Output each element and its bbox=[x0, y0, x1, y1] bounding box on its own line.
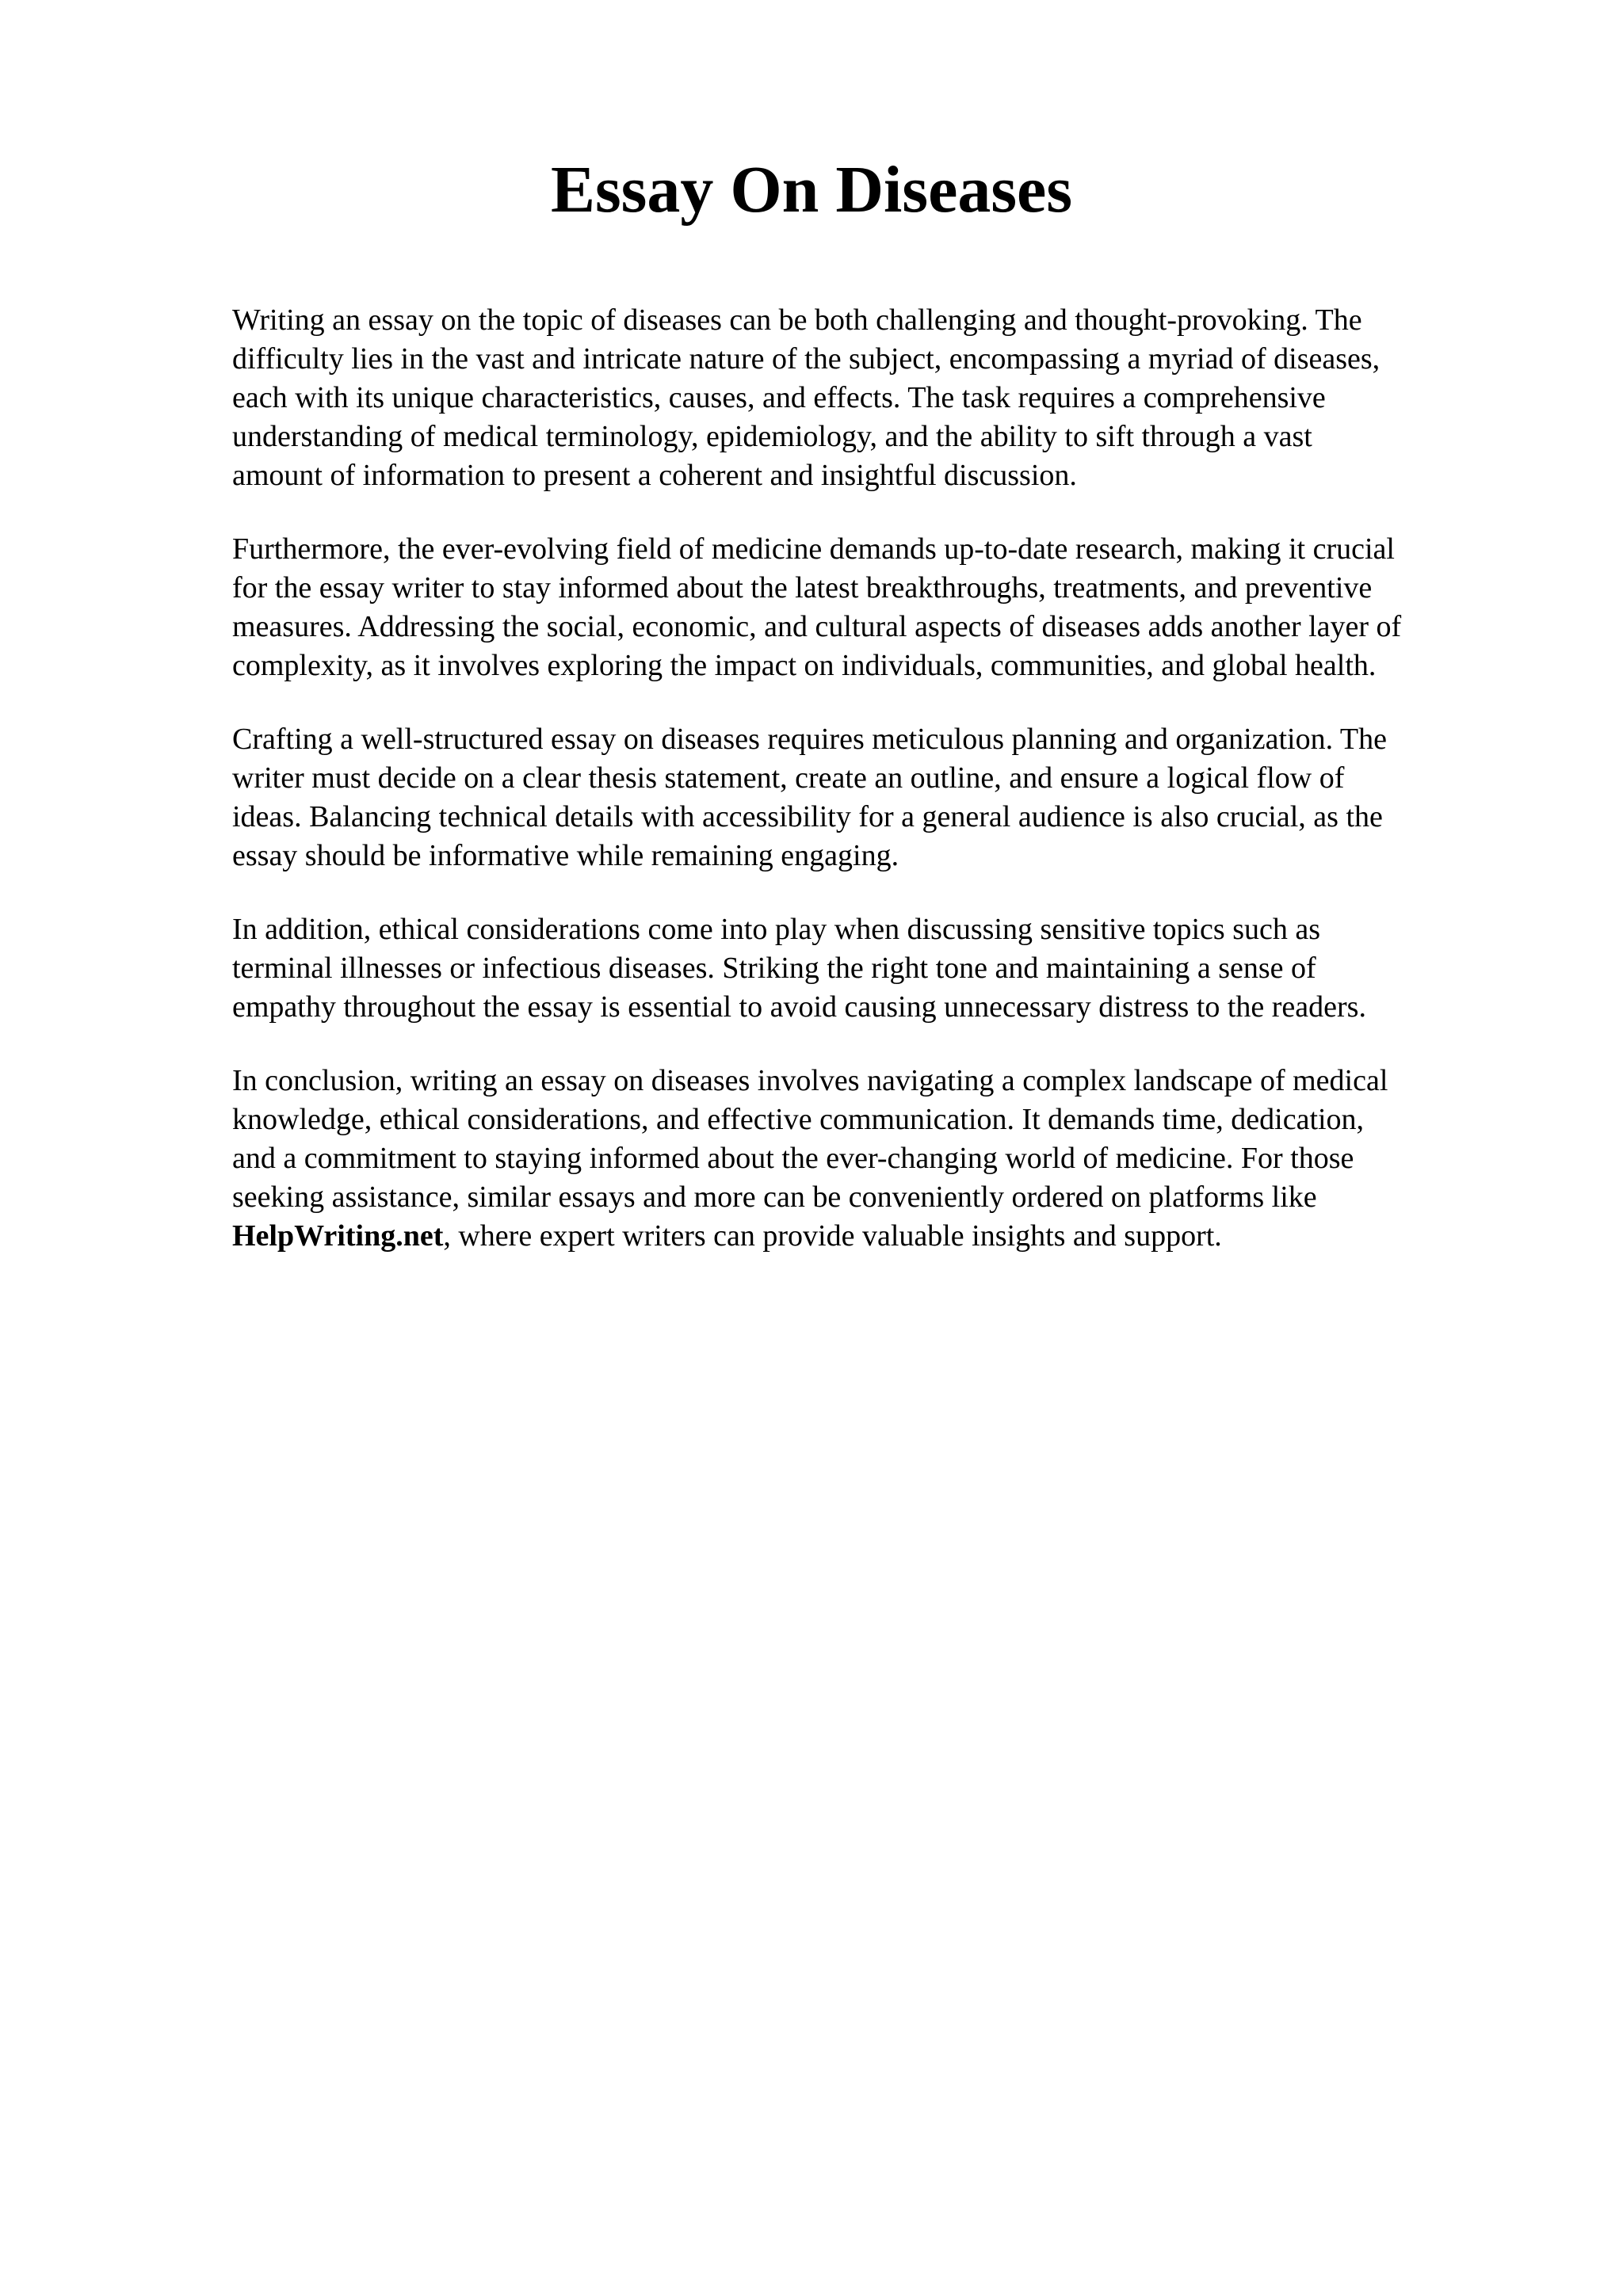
text-line: Furthermore, the ever-evolving field of medicine demands up-to-date research, making it crucial bbox=[232, 532, 1395, 566]
text-line: amount of information to present a coherent and insightful discussion. bbox=[232, 459, 1077, 492]
text-line: for the essay writer to stay informed about the latest breakthroughs, treatments, and preventive bbox=[232, 571, 1373, 605]
text-line: each with its unique characteristics, causes, and effects. The task requires a comprehensive bbox=[232, 381, 1326, 414]
text-line: seeking assistance, similar essays and more can be conveniently ordered on platforms like bbox=[232, 1180, 1317, 1214]
text-line: terminal illnesses or infectious diseases. Striking the right tone and maintaining a sense of bbox=[232, 952, 1316, 985]
text-line: In addition, ethical considerations come into play when discussing sensitive topics such as bbox=[232, 913, 1321, 946]
text-line: essay should be informative while remaining engaging. bbox=[232, 839, 899, 872]
document-body bbox=[232, 301, 1532, 1291]
brand-link-text: HelpWriting.net bbox=[232, 1219, 444, 1253]
text-line: complexity, as it involves exploring the impact on individuals, communities, and global health. bbox=[232, 649, 1377, 682]
text-line: writer must decide on a clear thesis statement, create an outline, and ensure a logical flow of bbox=[232, 761, 1345, 795]
text-line: measures. Addressing the social, economic, and cultural aspects of diseases adds another layer of bbox=[232, 610, 1402, 643]
paragraph-3 bbox=[232, 720, 1532, 875]
text-line: ideas. Balancing technical details with accessibility for a general audience is also crucial, as the bbox=[232, 800, 1383, 833]
text-line: and a commitment to staying informed about the ever-changing world of medicine. For those bbox=[232, 1142, 1354, 1175]
paragraph-1 bbox=[232, 301, 1532, 495]
text-line: understanding of medical terminology, epidemiology, and the ability to sift through a vast bbox=[232, 420, 1312, 453]
text-line: In conclusion, writing an essay on diseases involves navigating a complex landscape of medical bbox=[232, 1064, 1388, 1097]
paragraph-4 bbox=[232, 910, 1532, 1027]
paragraph-2 bbox=[232, 530, 1532, 685]
text-line: knowledge, ethical considerations, and effective communication. It demands time, dedication, bbox=[232, 1103, 1365, 1136]
text-line: Crafting a well-structured essay on diseases requires meticulous planning and organization. The bbox=[232, 723, 1387, 756]
text-line: empathy throughout the essay is essential to avoid causing unnecessary distress to the readers. bbox=[232, 990, 1366, 1024]
document-title: Essay On Diseases bbox=[550, 153, 1073, 227]
paragraph-5 bbox=[232, 1062, 1532, 1256]
text-line bbox=[232, 1217, 1532, 1256]
text-line: difficulty lies in the vast and intricate nature of the subject, encompassing a myriad of diseases, bbox=[232, 342, 1381, 376]
text-fragment: , where expert writers can provide valuable insights and support. bbox=[443, 1219, 1222, 1253]
text-line: Writing an essay on the topic of diseases can be both challenging and thought-provoking. The bbox=[232, 303, 1362, 337]
